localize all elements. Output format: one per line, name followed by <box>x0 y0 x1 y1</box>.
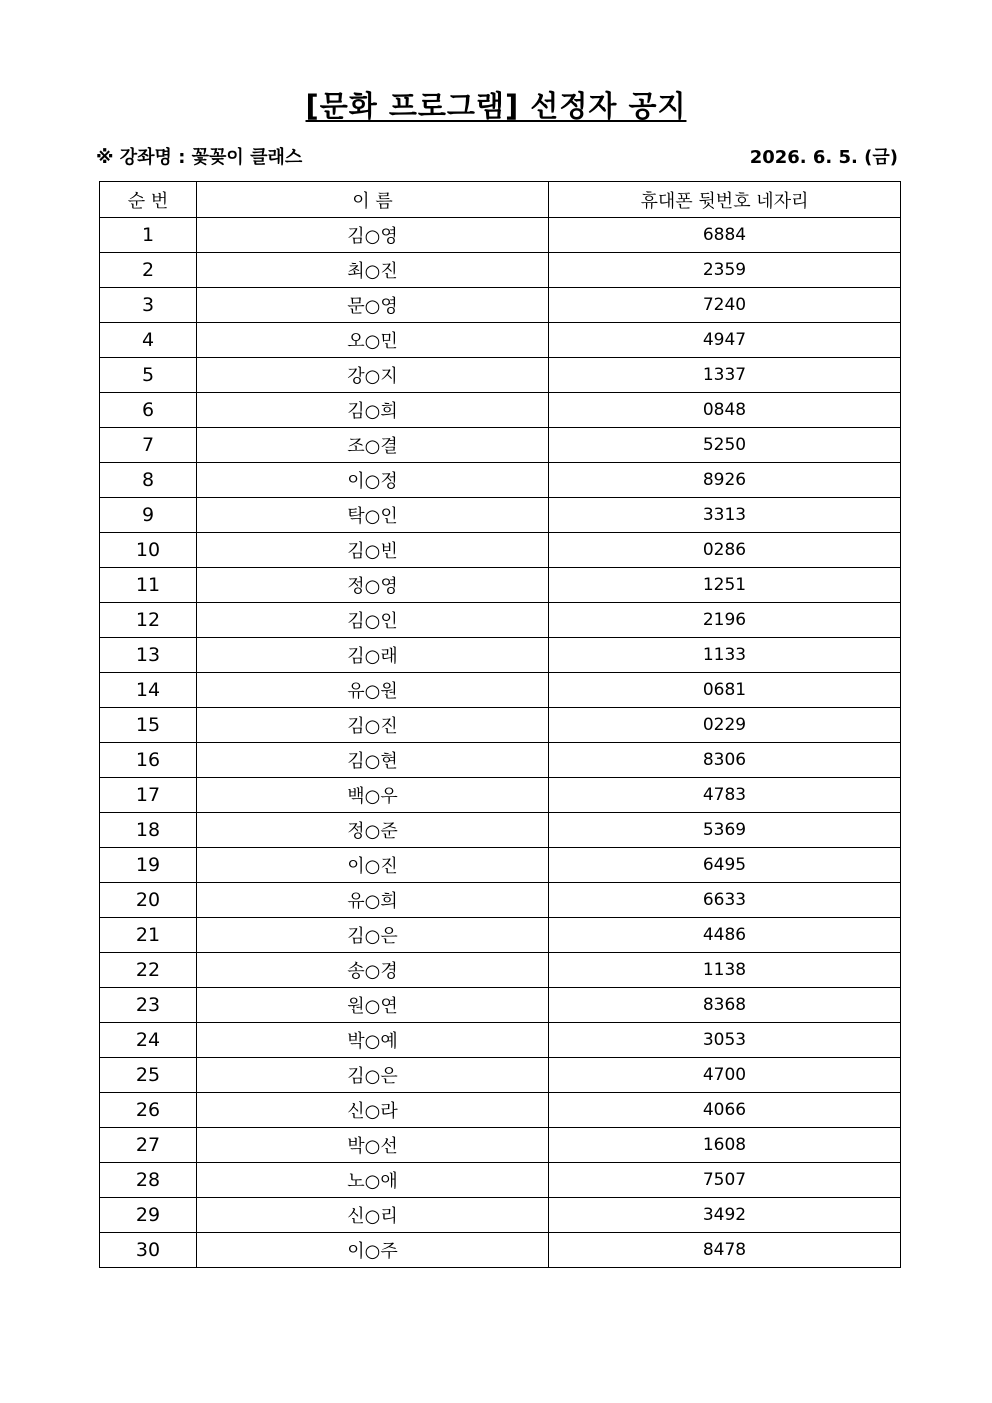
table-body <box>100 218 901 1268</box>
table-row <box>100 1023 901 1058</box>
row-number: 5 <box>100 358 197 393</box>
row-phone-last4: 8478 <box>549 1233 901 1268</box>
row-phone-last4: 6633 <box>549 883 901 918</box>
row-number: 17 <box>100 778 197 813</box>
table-row <box>100 673 901 708</box>
table-row <box>100 1163 901 1198</box>
row-name: 강○지 <box>197 358 549 393</box>
course-name: ※ 강좌명 : 꽃꽂이 클래스 <box>96 147 303 168</box>
row-name: 김○진 <box>197 708 549 743</box>
row-number: 24 <box>100 1023 197 1058</box>
row-phone-last4: 0286 <box>549 533 901 568</box>
row-number: 23 <box>100 988 197 1023</box>
row-name: 김○은 <box>197 918 549 953</box>
page-title-text: [문화 프로그램] 선정자 공지 <box>305 89 687 123</box>
row-name: 유○원 <box>197 673 549 708</box>
row-number: 11 <box>100 568 197 603</box>
header-name: 이 름 <box>197 182 549 218</box>
table-row <box>100 1233 901 1268</box>
row-phone-last4: 8926 <box>549 463 901 498</box>
row-name: 김○희 <box>197 393 549 428</box>
table-header-row <box>100 182 901 218</box>
table-row <box>100 953 901 988</box>
selection-table <box>99 181 901 1268</box>
row-number: 15 <box>100 708 197 743</box>
row-number: 9 <box>100 498 197 533</box>
row-phone-last4: 8368 <box>549 988 901 1023</box>
table-row <box>100 463 901 498</box>
row-name: 김○인 <box>197 603 549 638</box>
table-row <box>100 533 901 568</box>
header-number: 순 번 <box>100 182 197 218</box>
row-name: 김○은 <box>197 1058 549 1093</box>
table-row <box>100 883 901 918</box>
row-number: 13 <box>100 638 197 673</box>
table-row <box>100 253 901 288</box>
row-phone-last4: 2359 <box>549 253 901 288</box>
row-name: 신○라 <box>197 1093 549 1128</box>
notice-meta-row <box>96 143 898 171</box>
row-number: 26 <box>100 1093 197 1128</box>
table-row <box>100 603 901 638</box>
row-name: 이○정 <box>197 463 549 498</box>
table-row <box>100 568 901 603</box>
row-name: 송○경 <box>197 953 549 988</box>
row-phone-last4: 3492 <box>549 1198 901 1233</box>
row-number: 1 <box>100 218 197 253</box>
page-title <box>0 84 992 125</box>
row-name: 탁○인 <box>197 498 549 533</box>
row-number: 14 <box>100 673 197 708</box>
row-phone-last4: 4486 <box>549 918 901 953</box>
notice-date: 2026. 6. 5. (금) <box>749 147 898 168</box>
table-row <box>100 288 901 323</box>
row-number: 18 <box>100 813 197 848</box>
row-name: 조○결 <box>197 428 549 463</box>
row-phone-last4: 1608 <box>549 1128 901 1163</box>
row-number: 19 <box>100 848 197 883</box>
row-number: 27 <box>100 1128 197 1163</box>
row-number: 28 <box>100 1163 197 1198</box>
row-number: 29 <box>100 1198 197 1233</box>
row-name: 정○영 <box>197 568 549 603</box>
row-phone-last4: 7507 <box>549 1163 901 1198</box>
table-row <box>100 743 901 778</box>
row-phone-last4: 0848 <box>549 393 901 428</box>
row-name: 이○진 <box>197 848 549 883</box>
table-row <box>100 1198 901 1233</box>
row-name: 이○주 <box>197 1233 549 1268</box>
table-row <box>100 1128 901 1163</box>
table-row <box>100 323 901 358</box>
row-phone-last4: 5250 <box>549 428 901 463</box>
row-number: 21 <box>100 918 197 953</box>
row-phone-last4: 8306 <box>549 743 901 778</box>
row-name: 김○빈 <box>197 533 549 568</box>
row-name: 신○리 <box>197 1198 549 1233</box>
row-phone-last4: 4947 <box>549 323 901 358</box>
row-number: 25 <box>100 1058 197 1093</box>
row-name: 최○진 <box>197 253 549 288</box>
table-row <box>100 778 901 813</box>
table-row <box>100 218 901 253</box>
row-phone-last4: 4783 <box>549 778 901 813</box>
row-name: 박○선 <box>197 1128 549 1163</box>
row-number: 20 <box>100 883 197 918</box>
row-name: 백○우 <box>197 778 549 813</box>
row-name: 김○현 <box>197 743 549 778</box>
table-row <box>100 498 901 533</box>
row-number: 30 <box>100 1233 197 1268</box>
row-number: 2 <box>100 253 197 288</box>
row-number: 16 <box>100 743 197 778</box>
row-name: 문○영 <box>197 288 549 323</box>
row-name: 박○예 <box>197 1023 549 1058</box>
row-name: 노○애 <box>197 1163 549 1198</box>
row-name: 정○준 <box>197 813 549 848</box>
row-number: 22 <box>100 953 197 988</box>
row-number: 8 <box>100 463 197 498</box>
table-row <box>100 918 901 953</box>
table-row <box>100 393 901 428</box>
row-number: 4 <box>100 323 197 358</box>
row-number: 12 <box>100 603 197 638</box>
row-name: 원○연 <box>197 988 549 1023</box>
row-phone-last4: 7240 <box>549 288 901 323</box>
row-phone-last4: 0681 <box>549 673 901 708</box>
header-phone: 휴대폰 뒷번호 네자리 <box>549 182 901 218</box>
table-row <box>100 1058 901 1093</box>
row-phone-last4: 1138 <box>549 953 901 988</box>
row-name: 김○래 <box>197 638 549 673</box>
row-number: 6 <box>100 393 197 428</box>
row-name: 유○희 <box>197 883 549 918</box>
row-phone-last4: 6884 <box>549 218 901 253</box>
table-row <box>100 1093 901 1128</box>
row-phone-last4: 4700 <box>549 1058 901 1093</box>
row-phone-last4: 3313 <box>549 498 901 533</box>
table-row <box>100 428 901 463</box>
row-name: 오○민 <box>197 323 549 358</box>
table-row <box>100 638 901 673</box>
row-phone-last4: 1337 <box>549 358 901 393</box>
table-row <box>100 358 901 393</box>
row-name: 김○영 <box>197 218 549 253</box>
table-row <box>100 708 901 743</box>
table-row <box>100 988 901 1023</box>
row-phone-last4: 5369 <box>549 813 901 848</box>
row-phone-last4: 1251 <box>549 568 901 603</box>
row-phone-last4: 1133 <box>549 638 901 673</box>
row-number: 10 <box>100 533 197 568</box>
row-phone-last4: 6495 <box>549 848 901 883</box>
row-number: 7 <box>100 428 197 463</box>
row-phone-last4: 3053 <box>549 1023 901 1058</box>
row-number: 3 <box>100 288 197 323</box>
table-row <box>100 813 901 848</box>
row-phone-last4: 2196 <box>549 603 901 638</box>
table-row <box>100 848 901 883</box>
row-phone-last4: 4066 <box>549 1093 901 1128</box>
row-phone-last4: 0229 <box>549 708 901 743</box>
